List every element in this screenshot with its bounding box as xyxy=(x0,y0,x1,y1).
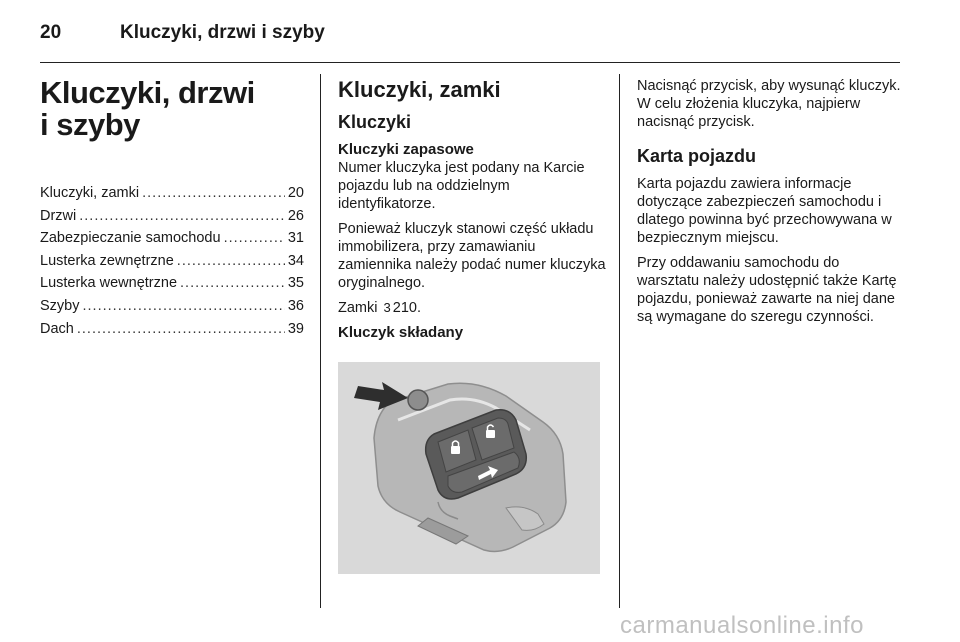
toc-page: 36 xyxy=(287,297,304,314)
toc-label: Lusterka wewnętrzne xyxy=(40,275,178,292)
toc-leader xyxy=(79,208,285,224)
watermark: carmanualsonline.info xyxy=(620,612,864,639)
key-release-button xyxy=(408,390,428,410)
reference-arrow-icon: 3 xyxy=(383,300,391,315)
toc-entry[interactable] xyxy=(40,185,304,208)
toc-label: Zabezpieczanie samochodu xyxy=(40,230,221,247)
toc-label: Szyby xyxy=(40,297,80,314)
toc-page: 26 xyxy=(287,207,304,224)
toc-entry[interactable] xyxy=(40,298,304,321)
header-rule xyxy=(40,62,900,63)
running-title: Kluczyki, drzwi i szyby xyxy=(120,22,325,43)
toc-page: 20 xyxy=(287,185,304,201)
toc-label: Lusterka zewnętrzne xyxy=(40,252,174,269)
chapter-title-line-2: i szyby xyxy=(40,107,140,142)
toc-entry[interactable] xyxy=(40,321,304,344)
folding-key-illustration xyxy=(338,362,600,574)
toc-leader xyxy=(224,230,285,246)
spare-keys-paragraph-2: Ponieważ kluczyk stanowi część układu immobilizera, przy zamawianiu zamiennika należy podać numer kluczyka oryginalnego. xyxy=(338,221,606,291)
chapter-title xyxy=(40,77,304,141)
toc-page: 35 xyxy=(287,275,304,292)
toc-leader xyxy=(180,275,285,291)
subsection-title: Kluczyki xyxy=(338,112,412,132)
folding-key-heading: Kluczyk składany xyxy=(338,324,464,341)
toc-label: Kluczyki, zamki xyxy=(40,185,140,201)
toc-leader xyxy=(83,298,285,314)
toc-leader xyxy=(177,253,285,269)
folding-key-drawing xyxy=(338,362,600,574)
vehicle-card-paragraph-2: Przy oddawaniu samochodu do warsztatu należy udostępnić także Kartę pojazdu, ponieważ zawarte na niej dane są wymagane do szeregu czynności. xyxy=(637,255,897,325)
column-divider-2 xyxy=(619,74,620,608)
toc-page: 34 xyxy=(287,252,304,269)
toc-page: 39 xyxy=(287,320,304,337)
chapter-title-line-1: Kluczyki, drzwi xyxy=(40,75,255,110)
ref-page: 210. xyxy=(392,300,421,316)
toc-entry[interactable] xyxy=(40,208,304,231)
right-column xyxy=(637,77,905,333)
chapter-sidebar xyxy=(40,77,304,343)
toc-entry[interactable] xyxy=(40,230,304,253)
toc-entry[interactable] xyxy=(40,275,304,298)
middle-column xyxy=(338,77,606,342)
cross-reference[interactable] xyxy=(338,299,606,317)
page-header xyxy=(40,16,900,60)
spare-keys-heading: Kluczyki zapasowe xyxy=(338,141,474,158)
vehicle-card-heading: Karta pojazdu xyxy=(637,146,757,166)
table-of-contents xyxy=(40,185,304,343)
ref-text: Zamki xyxy=(338,300,378,316)
toc-label: Dach xyxy=(40,320,74,337)
section-title: Kluczyki, zamki xyxy=(338,77,501,102)
column-divider-1 xyxy=(320,74,321,608)
spare-keys-paragraph-1: Numer kluczyka jest podany na Karcie pojazdu lub na oddzielnym identyfikatorze. xyxy=(338,160,585,212)
toc-leader xyxy=(142,185,285,201)
toc-label: Drzwi xyxy=(40,207,77,224)
toc-page: 31 xyxy=(287,230,304,247)
page-number: 20 xyxy=(40,22,62,43)
toc-entry[interactable] xyxy=(40,253,304,276)
vehicle-card-paragraph-1: Karta pojazdu zawiera informacje dotyczące zabezpieczeń samochodu i dlatego powinna być przechowywana w bezpiecznym miejscu. xyxy=(637,176,892,246)
toc-leader xyxy=(77,321,285,337)
folding-key-paragraph: Nacisnąć przycisk, aby wysunąć kluczyk. W celu złożenia kluczyka, najpierw nacisnąć przycisk. xyxy=(637,78,901,130)
